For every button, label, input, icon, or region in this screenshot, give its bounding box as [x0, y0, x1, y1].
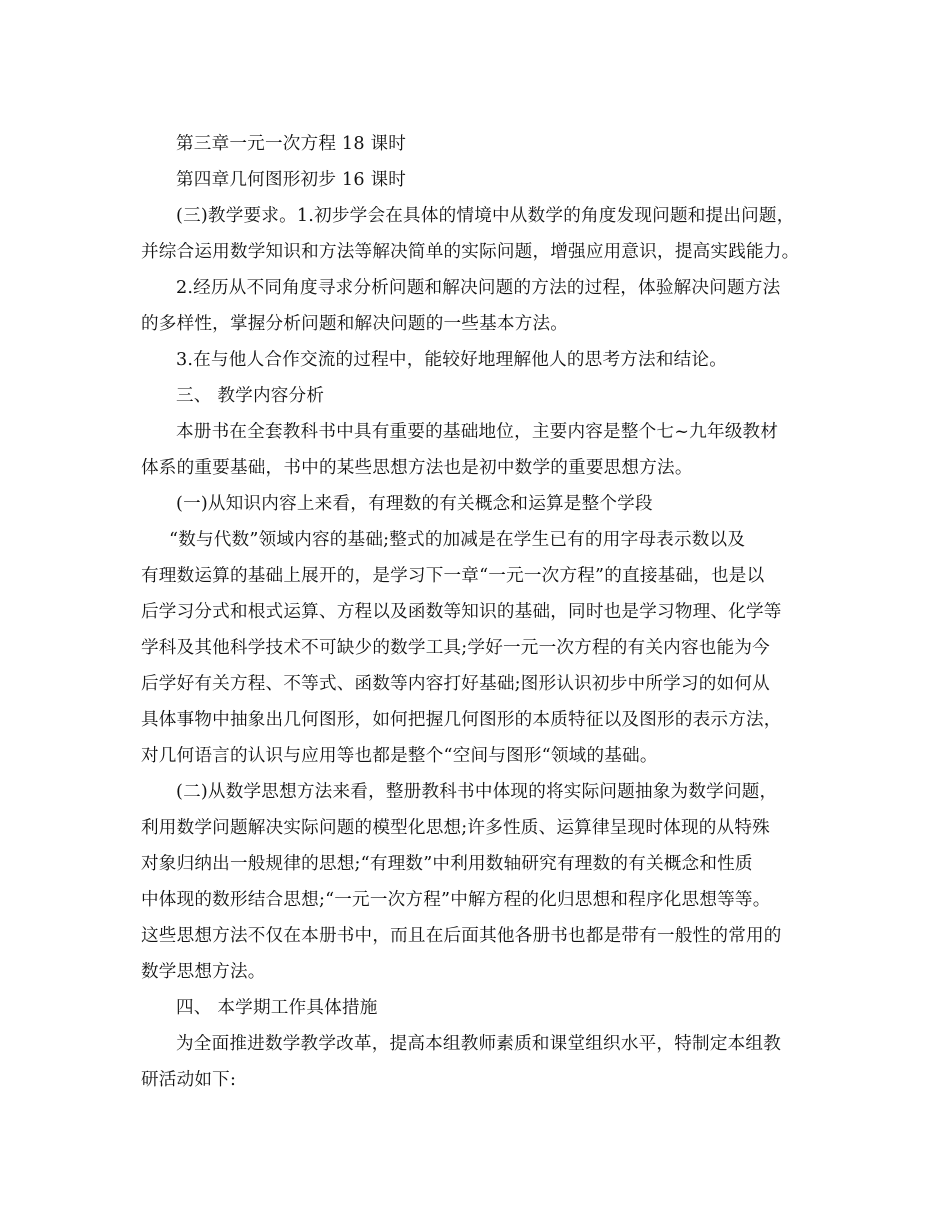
text-line: 对几何语言的认识与应用等也都是整个“空间与图形“领域的基础。 — [141, 746, 658, 766]
text-line: (三)教学要求。1.初步学会在具体的情境中从数学的角度发现问题和提出问题， — [176, 206, 795, 226]
text-line: 第四章几何图形初步 16 课时 — [176, 170, 407, 190]
text-line: “数与代数”领域内容的基础;整式的加减是在学生已有的用字母表示数以及 — [169, 530, 746, 550]
text-line: 有理数运算的基础上展开的，是学习下一章“一元一次方程”的直接基础，也是以 — [141, 566, 765, 586]
text-line: 对象归纳出一般规律的思想;“有理数”中利用数轴研究有理数的有关概念和性质 — [141, 854, 753, 874]
text-line: 这些思想方法不仅在本册书中，而且在后面其他各册书也都是带有一般性的常用的 — [141, 926, 782, 946]
text-line: 为全面推进数学教学改革，提高本组教师素质和课堂组织水平，特制定本组教 — [176, 1034, 781, 1054]
text-line: 并综合运用数学知识和方法等解决简单的实际问题，增强应用意识，提高实践能力。 — [141, 242, 800, 262]
text-line: 后学习分式和根式运算、方程以及函数等知识的基础，同时也是学习物理、化学等 — [141, 602, 782, 622]
text-line: 本册书在全套教科书中具有重要的基础地位，主要内容是整个七~九年级教材 — [176, 422, 779, 442]
text-line: 后学好有关方程、不等式、函数等内容打好基础;图形认识初步中所学习的如何从 — [141, 674, 770, 694]
text-line: 中体现的数形结合思想;“一元一次方程”中解方程的化归思想和程序化思想等等。 — [141, 890, 771, 910]
text-line: 数学思想方法。 — [141, 962, 266, 982]
text-line: 利用数学问题解决实际问题的模型化思想;许多性质、运算律呈现时体现的从特殊 — [141, 818, 770, 838]
text-line: 研活动如下: — [141, 1070, 237, 1090]
text-line: (一)从知识内容上来看，有理数的有关概念和运算是整个学段 — [176, 494, 653, 514]
text-line: 学科及其他科学技术不可缺少的数学工具;学好一元一次方程的有关内容也能为今 — [141, 638, 770, 658]
text-line: (二)从数学思想方法来看，整册教科书中体现的将实际问题抽象为数学问题， — [176, 782, 778, 802]
text-line: 3.在与他人合作交流的过程中，能较好地理解他人的思考方法和结论。 — [176, 350, 728, 370]
section-heading: 四、 本学期工作具体措施 — [176, 998, 378, 1018]
text-line: 体系的重要基础，书中的某些思想方法也是初中数学的重要思想方法。 — [141, 458, 693, 478]
text-line: 具体事物中抽象出几何图形，如何把握几何图形的本质特征以及图形的表示方法， — [141, 710, 782, 730]
text-line: 的多样性，掌握分析问题和解决问题的一些基本方法。 — [141, 314, 569, 334]
section-heading: 三、 教学内容分析 — [176, 386, 325, 406]
text-line: 第三章一元一次方程 18 课时 — [176, 134, 407, 154]
text-line: 2.经历从不同角度寻求分析问题和解决问题的方法的过程，体验解决问题方法 — [176, 278, 781, 298]
